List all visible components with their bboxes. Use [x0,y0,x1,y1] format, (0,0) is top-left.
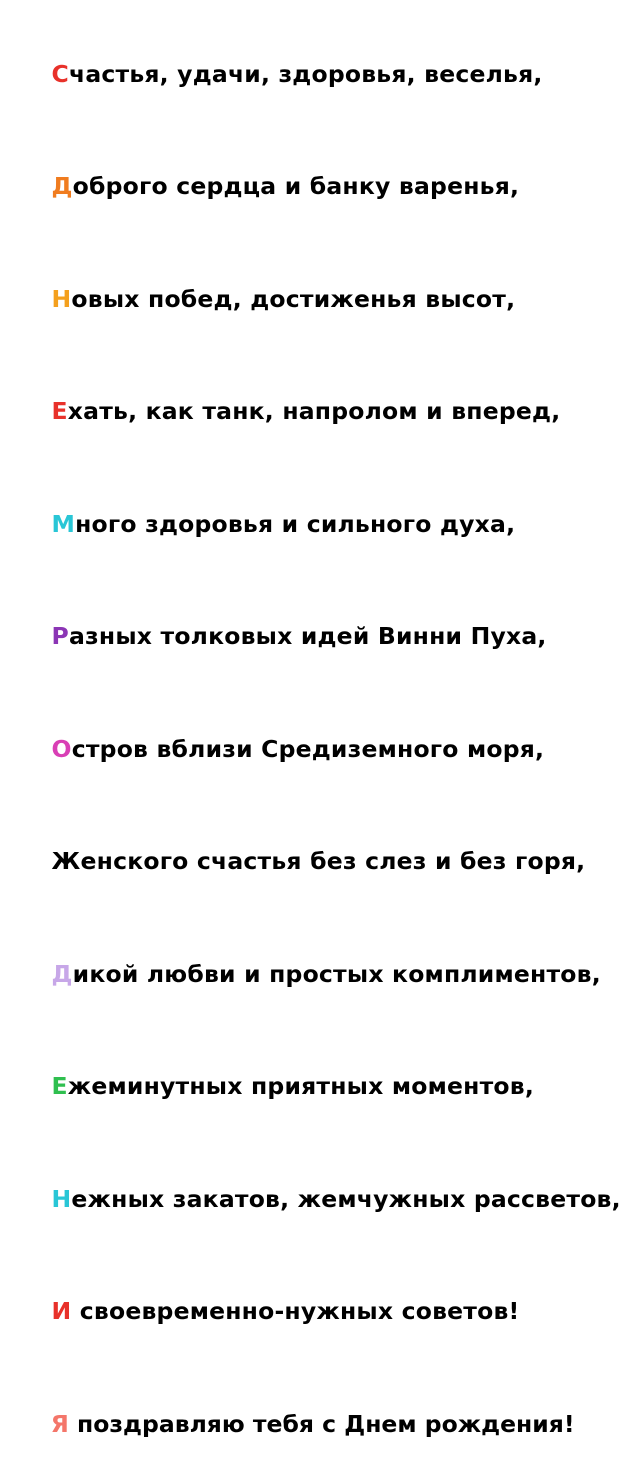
line-initial: С [51,59,69,88]
poem-final-line [18,1368,630,1481]
line-initial: Р [51,622,69,650]
line-text: стров вблизи Средиземного моря, [71,734,545,763]
poem-line [18,806,630,919]
poem-line [18,918,630,1031]
line-initial: Е [51,1072,68,1100]
poem-line [18,131,630,244]
poem-line [18,468,630,581]
line-initial: Д [51,959,73,988]
line-text: овых побед, достиженья высот, [71,284,516,313]
poem-line [18,693,630,806]
line-text: ного здоровья и сильного духа, [75,509,516,538]
line-text: икой любви и простых комплиментов, [72,959,601,988]
line-text: хать, как танк, напролом и вперед, [67,397,561,425]
poem-line [18,356,630,469]
line-initial: Я [50,1409,69,1438]
poem-line [18,581,630,694]
line-text: частья, удачи, здоровья, веселья, [68,59,543,88]
line-initial: И [51,1297,72,1325]
line-text: азных толковых идей Винни Пуха, [68,622,547,650]
line-text: своевременно-нужных советов! [71,1297,520,1325]
line-text: поздравляю тебя с Днем рождения! [68,1409,575,1438]
line-initial: О [51,734,72,763]
line-initial: М [51,509,76,538]
line-text: оброго сердца и банку варенья, [72,172,520,200]
line-text: ежных закатов, жемчужных рассветов, [71,1184,621,1213]
poem-line [18,1143,630,1256]
poem-line [18,1031,630,1144]
line-initial: Н [51,1184,72,1213]
line-initial: Е [51,397,68,425]
poem-line [18,243,630,356]
line-initial: Ж [51,847,81,875]
line-text: енского счастья без слез и без горя, [80,847,586,875]
poem-line [18,1256,630,1369]
line-initial: Д [51,172,73,200]
poem-line [18,18,630,131]
line-text: жеминутных приятных моментов, [67,1072,534,1100]
line-initial: Н [51,284,72,313]
